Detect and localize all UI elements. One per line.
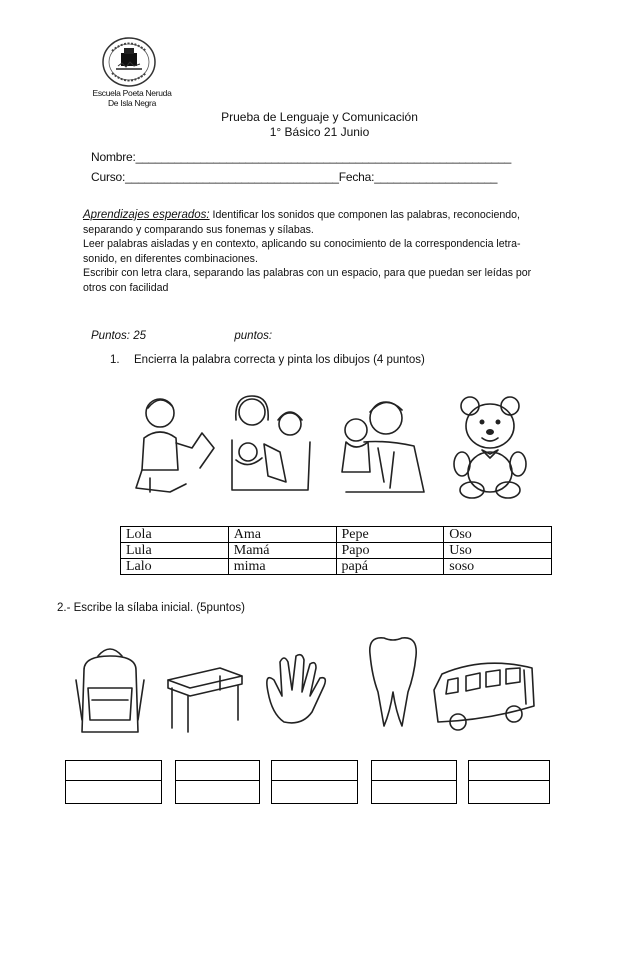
nombre-field[interactable]: Nombre:__________________________________________________________: [91, 150, 512, 164]
question-2: 2.- Escribe la sílaba inicial. (5puntos): [57, 602, 245, 614]
mother-reading-to-children-illustration: [228, 390, 318, 500]
father-with-baby-illustration: [334, 392, 426, 500]
syllable-answer-box[interactable]: [468, 760, 550, 804]
points-label-2: puntos:: [234, 330, 273, 342]
word-row: [121, 559, 552, 575]
objectives-label: Aprendizajes esperados:: [83, 209, 210, 221]
word-choice-table: [120, 526, 552, 575]
word-option[interactable]: soso: [444, 559, 552, 575]
document-title: [0, 110, 639, 140]
word-option[interactable]: Pepe: [336, 527, 444, 543]
syllable-answer-box[interactable]: [371, 760, 457, 804]
word-option[interactable]: Lula: [121, 543, 229, 559]
word-option[interactable]: papá: [336, 559, 444, 575]
table-illustration: [160, 662, 246, 734]
teddy-bear-illustration: [450, 392, 530, 500]
objective-2: Leer palabras aisladas y en contexto, aplicando su conocimiento de la correspondencia letra-sonido, en diferentes combinaciones.: [83, 238, 521, 265]
syllable-answer-box[interactable]: [65, 760, 162, 804]
question-1-text: Encierra la palabra correcta y pinta los dibujos (4 puntos): [134, 354, 425, 366]
points-line: [91, 330, 272, 342]
tooth-illustration: [362, 632, 424, 732]
objective-3: Escribir con letra clara, separando las palabras con un espacio, para que puedan ser leídas por otros con facilidad: [83, 267, 532, 294]
word-row: [121, 527, 552, 543]
learning-objectives: [83, 208, 553, 295]
school-name: [82, 88, 182, 108]
curso-fecha-field[interactable]: Curso:_________________________________Fecha:___________________: [91, 170, 498, 184]
date-line: 1° Básico 21 Junio: [269, 125, 370, 139]
syllable-answer-box[interactable]: [271, 760, 358, 804]
syllable-answer-box[interactable]: [175, 760, 260, 804]
word-option[interactable]: Papo: [336, 543, 444, 559]
boy-reading-illustration: [130, 388, 220, 498]
school-logo: [100, 36, 158, 88]
school-name-line2: De Isla Negra: [107, 98, 157, 108]
word-option[interactable]: Mamá: [228, 543, 336, 559]
word-option[interactable]: Oso: [444, 527, 552, 543]
word-row: [121, 543, 552, 559]
word-option[interactable]: Lalo: [121, 559, 229, 575]
bus-illustration: [428, 650, 540, 736]
points-label: Puntos: 25: [91, 330, 146, 342]
question-1-number: 1.: [110, 354, 120, 366]
word-option[interactable]: Uso: [444, 543, 552, 559]
word-option[interactable]: mima: [228, 559, 336, 575]
question-1: [110, 354, 425, 366]
word-option[interactable]: Ama: [228, 527, 336, 543]
objective-1: Identificar los sonidos que componen las palabras, reconociendo, separando y comparando sus fonemas y sílabas.: [83, 209, 520, 236]
backpack-illustration: [70, 640, 150, 740]
word-option[interactable]: Lola: [121, 527, 229, 543]
school-name-line1: Escuela Poeta Neruda: [92, 88, 172, 98]
title-line: Prueba de Lenguaje y Comunicación: [221, 110, 418, 124]
hand-illustration: [258, 652, 334, 732]
